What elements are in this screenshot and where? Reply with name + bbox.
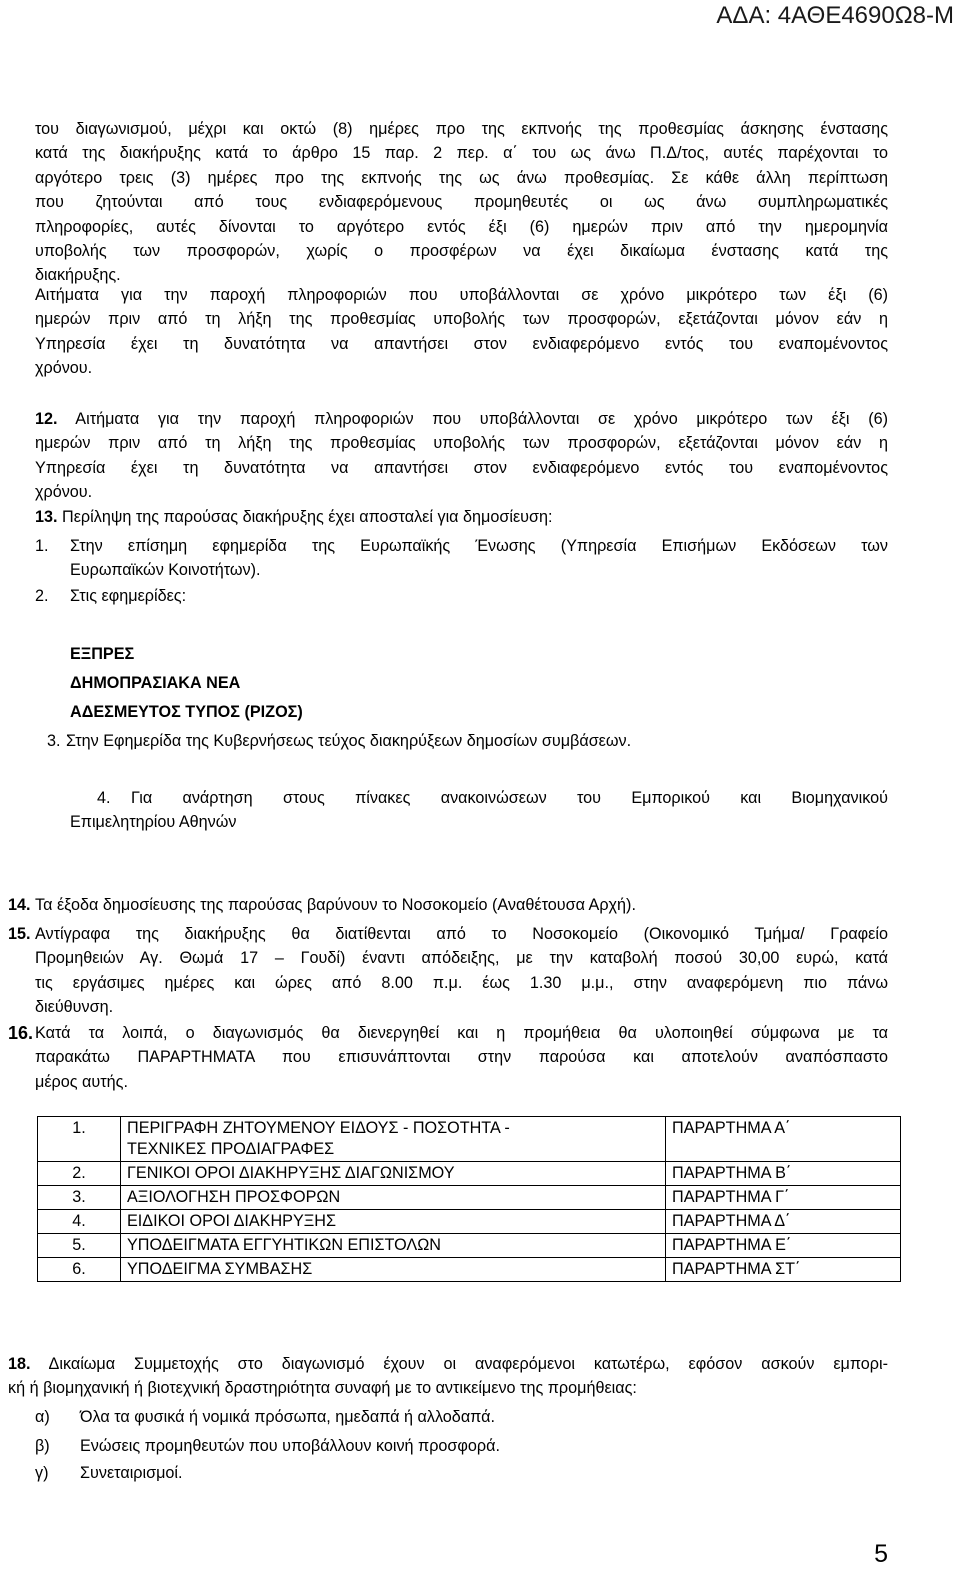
- text-line: διακήρυξης.: [35, 266, 121, 285]
- text-line: Για ανάρτηση στους πίνακες ανακοινώσεων του Εμπορικού και Βιομηχανικού: [131, 789, 888, 807]
- newspaper-name: ΕΞΠΡΕΣ: [70, 645, 135, 663]
- annex-title: [121, 1117, 666, 1162]
- annex-label: ΠΑΡΑΡΤΗΜΑ Β΄: [666, 1162, 901, 1186]
- annex-label: ΠΑΡΑΡΤΗΜΑ Δ΄: [666, 1210, 901, 1234]
- text-line: Στην επίσημη εφημερίδα της Ευρωπαϊκής Ένωσης (Υπηρεσία Επισήμων Εκδόσεων των: [70, 537, 888, 555]
- publication-item-2: Στις εφημερίδες:: [70, 587, 187, 605]
- page-number: 5: [874, 1540, 888, 1568]
- text-line: Ευρωπαϊκών Κοινοτήτων).: [70, 561, 261, 580]
- newspaper-name: ΑΔΕΣΜΕΥΤΟΣ ΤΥΠΟΣ (ΡΙΖΟΣ): [70, 703, 303, 721]
- text-line: [8, 1352, 888, 1376]
- text-line: υποβολής των προσφορών, χωρίς ο προσφέρων να έχει δικαίωμα ένστασης κατά της: [35, 242, 888, 261]
- section-number: 14.: [8, 896, 31, 914]
- publication-item-4: [70, 786, 888, 810]
- text-line: τις εργάσιμες ημέρες και ώρες από 8.00 π.μ. έως 1.30 μ.μ., στην αναφερόμενη πιο πάνω: [35, 973, 888, 992]
- item-number: 4.: [97, 789, 111, 807]
- text-line: κή ή βιομηχανική ή βιοτεχνική δραστηριότητα συναφή με το αντικείμενο της προμήθειας:: [8, 1379, 637, 1398]
- publication-item-1: [70, 534, 888, 583]
- text-line: ημερών πριν από τη λήξη της προθεσμίας υποβολής των προσφορών, εξετάζονται μόνον εάν η: [35, 434, 888, 453]
- section-14-text: Τα έξοδα δημοσίευσης της παρούσας βαρύνουν το Νοσοκομείο (Αναθέτουσα Αρχή).: [35, 896, 636, 914]
- table-row: [38, 1234, 901, 1258]
- section-13-heading: [35, 505, 553, 529]
- text-line: ημερών πριν από τη λήξη της προθεσμίας υποβολής των προσφορών, εξετάζονται μόνον εάν η: [35, 310, 888, 329]
- annex-label: ΠΑΡΑΡΤΗΜΑ Ε΄: [666, 1234, 901, 1258]
- text-line: παρακάτω ΠΑΡΑΡΤΗΜΑΤΑ που επισυνάπτονται στην παρούσα και αποτελούν αναπόσπαστο: [35, 1048, 888, 1067]
- text-line: πληροφορίες, αυτές δίνονται το αργότερο εντός έξι (6) ημερών πριν από την ημερομηνία: [35, 217, 888, 236]
- text-line: Επιμελητηρίου Αθηνών: [70, 813, 237, 831]
- annex-title: ΕΙΔΙΚΟΙ ΟΡΟΙ ΔΙΑΚΗΡΥΞΗΣ: [121, 1210, 666, 1234]
- section-number: 15.: [8, 925, 31, 943]
- annex-label: ΠΑΡΑΡΤΗΜΑ Γ΄: [666, 1186, 901, 1210]
- annex-title: ΑΞΙΟΛΟΓΗΣΗ ΠΡΟΣΦΟΡΩΝ: [121, 1186, 666, 1210]
- section-18: [8, 1352, 888, 1401]
- row-number: 4.: [38, 1210, 121, 1234]
- text-line: του διαγωνισμού, μέχρι και οκτώ (8) ημέρες προ της εκπνοής της προθεσμίας άσκησης ένστασης: [35, 120, 888, 138]
- table-row: [38, 1162, 901, 1186]
- intro-paragraph: [35, 117, 888, 288]
- annex-label: ΠΑΡΑΡΤΗΜΑ ΣΤ΄: [666, 1258, 901, 1282]
- text-line: που ζητούνται από τους ενδιαφερόμενους προμηθευτές οι ως άνω συμπληρωματικές: [35, 193, 888, 212]
- section-number: 18.: [8, 1355, 31, 1373]
- annex-table: [37, 1116, 901, 1282]
- requests-paragraph: [35, 283, 888, 381]
- text-line: Υπηρεσία έχει τη δυνατότητα να απαντήσει στον ενδιαφερόμενο εντός του εναπομένοντος: [35, 334, 888, 353]
- list-marker: γ): [35, 1464, 49, 1482]
- row-number: 5.: [38, 1234, 121, 1258]
- text-line-content: Αιτήματα για την παροχή πληροφοριών που υποβάλλονται σε χρόνο μικρότερο των έξι (6): [75, 410, 888, 428]
- text-line: μέρος αυτής.: [35, 1072, 128, 1091]
- text-line: Κατά τα λοιπά, ο διαγωνισμός θα διενεργηθεί και η προμήθεια θα υλοποιηθεί σύμφωνα με τα: [35, 1024, 888, 1042]
- item-number: 1.: [35, 537, 49, 555]
- row-number: 6.: [38, 1258, 121, 1282]
- row-number: 3.: [38, 1186, 121, 1210]
- list-marker: α): [35, 1408, 50, 1426]
- section-text: Περίληψη της παρούσας διακήρυξης έχει αποσταλεί για δημοσίευση:: [62, 508, 553, 526]
- table-row: [38, 1258, 901, 1282]
- table-row: [38, 1210, 901, 1234]
- text-line: Υπηρεσία έχει τη δυνατότητα να απαντήσει στον ενδιαφερόμενο εντός του εναπομένοντος: [35, 458, 888, 477]
- section-15: [35, 922, 888, 1020]
- newspaper-name: ΔΗΜΟΠΡΑΣΙΑΚΑ ΝΕΑ: [70, 674, 241, 692]
- text-line: [35, 407, 888, 431]
- annex-title-line: ΠΕΡΙΓΡΑΦΗ ΖΗΤΟΥΜΕΝΟΥ ΕΙΔΟΥΣ - ΠΟΣΟΤΗΤΑ -: [127, 1119, 510, 1137]
- section-16: [35, 1021, 888, 1094]
- item-number: 2.: [35, 587, 49, 605]
- section-12: [35, 407, 888, 505]
- annex-title: ΥΠΟΔΕΙΓΜΑΤΑ ΕΓΓΥΗΤΙΚΩΝ ΕΠΙΣΤΟΛΩΝ: [121, 1234, 666, 1258]
- table-row: [38, 1186, 901, 1210]
- text-line: χρόνου.: [35, 483, 93, 502]
- annex-title: ΥΠΟΔΕΙΓΜΑ ΣΥΜΒΑΣΗΣ: [121, 1258, 666, 1282]
- text-line: διεύθυνση.: [35, 998, 114, 1017]
- row-number: 1.: [38, 1117, 121, 1162]
- section-number: 13.: [35, 508, 58, 526]
- text-line: αργότερο τρεις (3) ημέρες προ της εκπνοής της ως άνω προθεσμίας. Σε κάθε άλλη περίπτωση: [35, 168, 888, 187]
- text-line: Αιτήματα για την παροχή πληροφοριών που υποβάλλονται σε χρόνο μικρότερο των έξι (6): [35, 286, 888, 304]
- text-line: Αντίγραφα της διακήρυξης θα διατίθενται από το Νοσοκομείο (Οικονομικό Τμήμα/ Γραφείο: [35, 925, 888, 943]
- participant-item: Συνεταιρισμοί.: [80, 1464, 183, 1482]
- item-number: 3.: [47, 732, 61, 750]
- section-number: 12.: [35, 410, 58, 428]
- text-line: κατά της διακήρυξης κατά το άρθρο 15 παρ. 2 περ. α΄ του ως άνω Π.Δ/τος, αυτές παρέχονται το: [35, 144, 888, 163]
- annex-label: ΠΑΡΑΡΤΗΜΑ Α΄: [666, 1117, 901, 1162]
- ada-code: ΑΔΑ: 4ΑΘΕ4690Ω8-Μ: [716, 2, 954, 29]
- text-line: Προμηθειών Αγ. Θωμά 17 – Γουδί) έναντι απόδειξης, με την καταβολή ποσού 30,00 ευρώ, κατά: [35, 949, 888, 968]
- annex-title: ΓΕΝΙΚΟΙ ΟΡΟΙ ΔΙΑΚΗΡΥΞΗΣ ΔΙΑΓΩΝΙΣΜΟΥ: [121, 1162, 666, 1186]
- text-line-content: Δικαίωμα Συμμετοχής στο διαγωνισμό έχουν οι αναφερόμενοι κατωτέρω, εφόσον ασκούν εμπορι-: [48, 1355, 888, 1373]
- section-number: 16.: [8, 1023, 34, 1043]
- participant-item: Ενώσεις προμηθευτών που υποβάλλουν κοινή προσφορά.: [80, 1437, 500, 1455]
- list-marker: β): [35, 1437, 50, 1455]
- row-number: 2.: [38, 1162, 121, 1186]
- table-row: [38, 1117, 901, 1162]
- participant-item: Όλα τα φυσικά ή νομικά πρόσωπα, ημεδαπά ή αλλοδαπά.: [80, 1408, 495, 1426]
- publication-item-3: Στην Εφημερίδα της Κυβερνήσεως τεύχος διακηρύξεων δημοσίων συμβάσεων.: [66, 732, 632, 750]
- annex-title-line: ΤΕΧΝΙΚΕΣ ΠΡΟΔΙΑΓΡΑΦΕΣ: [127, 1140, 335, 1158]
- text-line: χρόνου.: [35, 359, 93, 378]
